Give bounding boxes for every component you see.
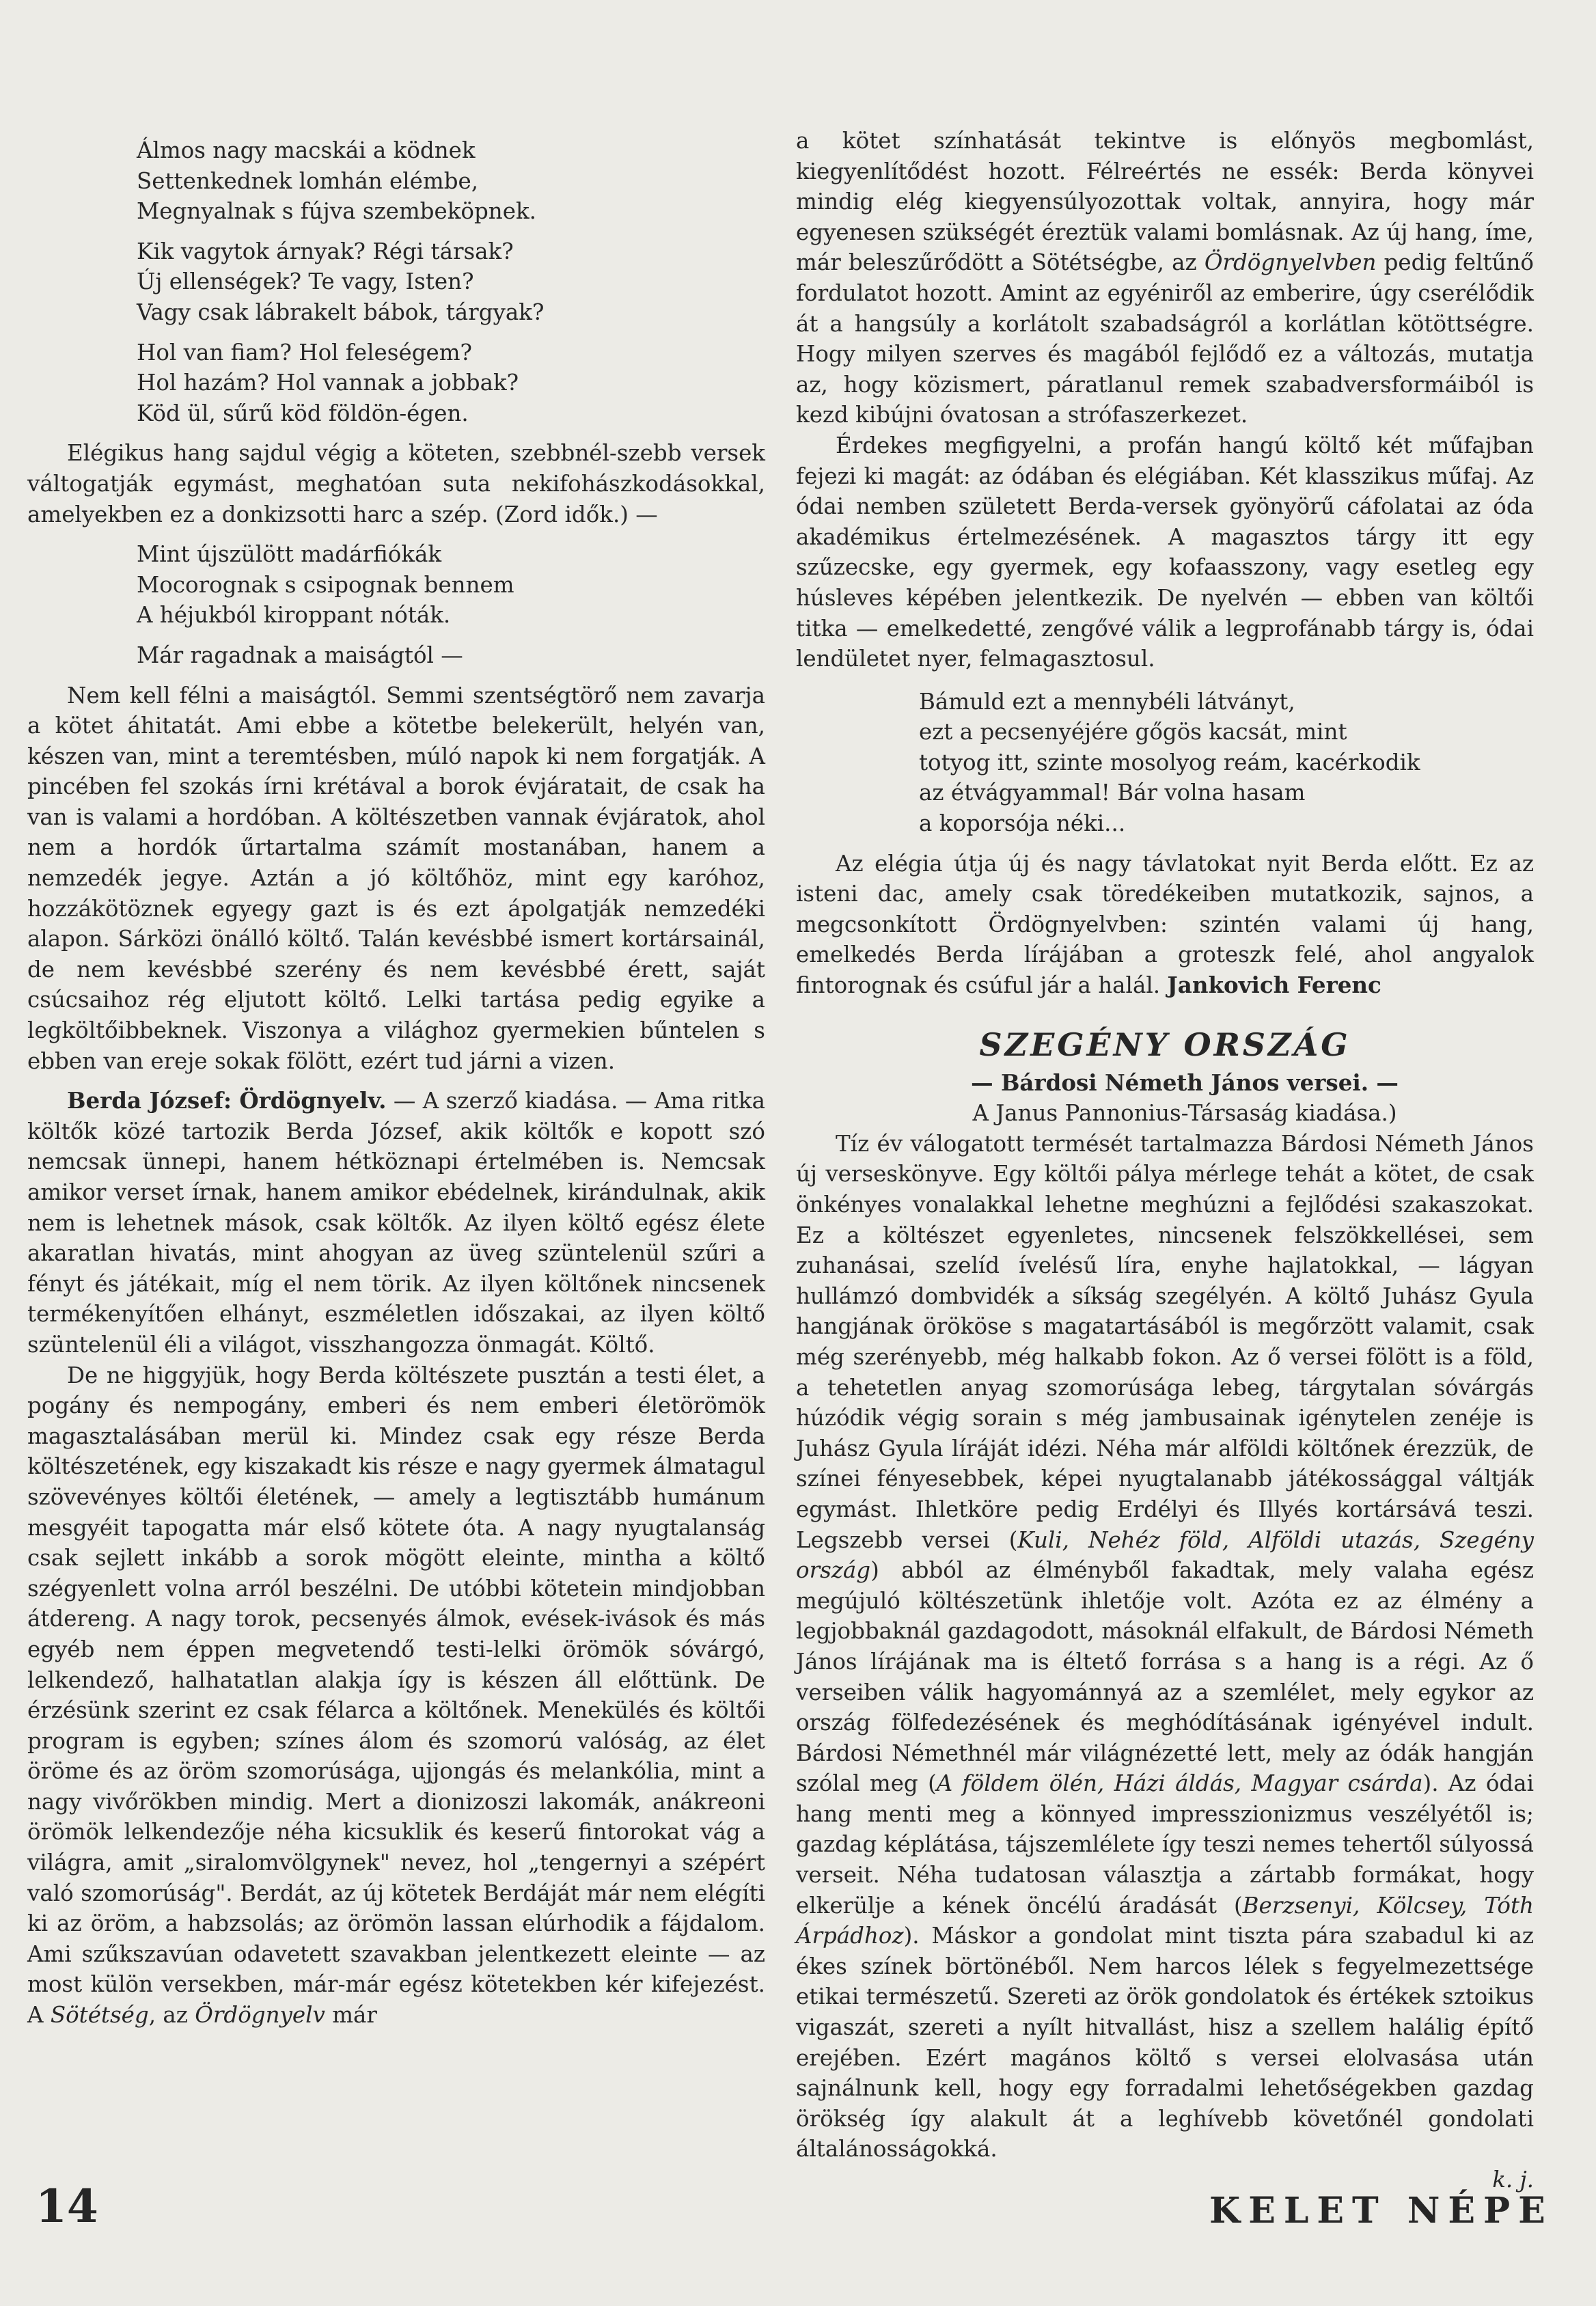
poem-titles: A földem ölén, Házi áldás, Magyar csárda [936, 1770, 1423, 1797]
poem-line: Álmos nagy macskái a ködnek [137, 137, 476, 163]
review-paragraph [27, 1086, 765, 1360]
poem-line: az étvágyammal! Bár volna hasam [919, 780, 1306, 806]
poem-line: Bámuld ezt a mennybéli látványt, [919, 688, 1295, 715]
poem-excerpt-1 [137, 135, 765, 428]
poem-excerpt-2 [137, 539, 765, 670]
review-text: — A szerző kiadása. — Ama ritka költők közé tartozik Berda József, akik költők e kopott szó nemcsak ünnepi, hanem hétköznapi értelmében is. Nemcsak amikor verset írnak, hanem amikor ebédelnek, kirándulnak, akik nem is lehetnek mások, csak költők. Az ilyen költő egész élete akaratlan hivatás, mint ahogyan az üveg szüntelenül szűri a fényt és játékait, míg el nem törik. Az ilyen költőnek nincsenek termékenyítően elhányt, eszméletlen időszakai, az ilyen költő szüntelenül éli a világot, visszhangozza önmagát. Költő. [27, 1088, 765, 1358]
poem-line: Settenkednek lomhán elémbe, [137, 167, 479, 194]
right-column [796, 126, 1534, 2195]
poem-line: Hol van fiam? Hol feleségem? [137, 339, 472, 366]
paragraph-text: pedig feltűnő fordulatot hozott. Amint az egyéniről az emberire, úgy cserélődik át a hangsúly a korlátolt szabadságról a korlátlan kötöttségre. Hogy milyen szerves és magából fejlődő ez a változás, mutatja az, hogy közismert, páratlanul remek szabadversformáiból is kezd kibújni óvatosan a strófaszerkezet. [796, 249, 1534, 428]
poem-line: Hol hazám? Hol vannak a jobbak? [137, 370, 519, 396]
paragraph: Érdekes megfigyelni, a profán hangú költő két műfajban fejezi ki magát: az ódában és elégiában. Két klasszikus műfaj. Az ódai nemben született Berda-versek gyönyörű cáfolatai az óda akadémikus értelmezésének. A magasztos tárgy itt egy szűzecske, egy gyermek, egy kofaasszony, vagy esetleg egy húsleves képében jelentkezik. De nyelvén — ebben van költői titka — emelkedetté, zengővé válik a legprofánabb tárgy is, ódai lendületet nyer, felmagasztosul. [796, 432, 1534, 672]
paragraph [796, 126, 1534, 430]
publisher-line: A Janus Pannonius-Társaság kiadása.) [972, 1100, 1397, 1127]
paragraph-text: Tíz év válogatott termését tartalmazza Bárdosi Németh János új verseskönyve. Egy költői pálya mérlege tehát a kötet, de csak önkényes vonalakkal lehetne meghúzni a fejlődési szakaszokat. Ez a költészet egyenletes, nincsenek felszökkellései, sem zuhanásai, szelíd ívelésű líra, enyhe hajlatokkal, — lágyan hullámzó dombvidék a síkság szegélyén. A költő Juhász Gyula hangjának örököse s magatartásából is megőrzött valamit, csak még szerényebb, még halkabb fokon. Az ő versei fölött is a föld, a tehetetlen anyag szomorúsága lebeg, tárgytalan sóvárgás húzódik végig sorain s még jambusainak igénytelen zenéje is Juhász Gyula líráját idézi. Néha már alföldi költőnek érezzük, de színei fényesebbek, képei nyugtalanabb játékossággal váltják egymást. Ihletköre pedig Erdélyi és Illyés kortársává teszi. Legszebb versei ( [796, 1130, 1534, 1553]
paragraph-text: már [325, 2002, 377, 2029]
paragraph [796, 1129, 1534, 2165]
paragraph: Nem kell félni a maiságtól. Semmi szentségtörő nem zavarja a kötet áhitatát. Ami ebbe a kötetbe belekerült, helyén van, készen van, mint a teremtésben, múló napok ki nem forgatják. A pincében fel szokás írni krétával a borok évjáratait, de csak ha van is valami a hordóban. A költészetben vannak évjáratok, ahol nem a hordók űrtartalma számít mostanában, hanem a nemzedék jegye. Aztán a jó költőhöz, mint egy karóhoz, hozzákötöznek egyegy gazt is és ezt ápolgatják nemzedéki alapon. Sárközi önálló költő. Talán kevésbbé ismert kortársainál, de nem kevésbbé szerény és nem kevésbbé érett, saját csúcsaihoz rég eljutott költő. Lelki tartása pedig egyike a legköltőibbeknek. Viszonya a világhoz gyermekien bűntelen s ebben van ereje sokak fölött, ezért tud járni a vizen. [27, 682, 765, 1074]
book-title: Sötétség [50, 2002, 149, 2029]
left-column [27, 126, 765, 2031]
poem-stanza [137, 640, 765, 671]
poem-line: A héjukból kiroppant nóták. [137, 602, 451, 629]
poem-line: Új ellenségek? Te vagy, Isten? [137, 269, 474, 295]
poem-line: ezt a pecsenyéjére gőgös kacsát, mint [919, 719, 1347, 745]
poem-line: a koporsója néki... [919, 810, 1126, 837]
book-title: Ördögnyelvben [1204, 249, 1377, 276]
poem-stanza [137, 236, 765, 328]
paragraph-text: a kötet színhatását tekintve is előnyös megbomlást, kiegyenlítődést hozott. Félreértés ne essék: Berda könyvei mindig elég kiegyensúlyozottak voltak, annyira, hogy már egyenesen szükségét éreztük valami bomlásnak. Az új hang, íme, már beleszűrődött a Sötétségbe, az [796, 128, 1534, 276]
poem-stanza [137, 539, 765, 631]
paragraph [27, 1360, 765, 2031]
paragraph-text: ). Az ódai hang menti meg a könnyed impresszionizmus veszélyétől is; gazdag képlátása, tájszemlélete így teszi nemes tehertől súlyossá verseit. Néha tudatosan választja a zártabb formákat, hogy elkerülje a kének öncélú áradását ( [796, 1770, 1534, 1919]
poem-line: totyog itt, szinte mosolyog reám, kacérkodik [919, 749, 1420, 775]
poem-titles: Berzsenyi, Kölcsey, Tóth Árpádhoz [796, 1892, 1534, 1949]
poem-titles: Kuli, Nehéz föld, Alföldi utazás, Szegény ország [796, 1526, 1534, 1584]
poem-stanza [137, 135, 765, 227]
author-signature: Jankovich Ferenc [1167, 972, 1381, 999]
paragraph-text: , az [148, 2002, 195, 2029]
poem-line: Mint újszülött madárfiókák [137, 541, 442, 568]
poem-line: Kik vagytok árnyak? Régi társak? [137, 238, 514, 264]
poem-line: Már ragadnak a maiságtól — [137, 642, 463, 668]
paragraph-text: De ne higgyjük, hogy Berda költészete pusztán a testi élet, a pogány és nempogány, emberi és nem emberi életörömök magasztalásában merül ki. Mindez csak egy része Berda költészetének, egy kiszakadt kis része e nagy gyermek álmatagul szövevényes költői életének, — amely a legtisztább humánum mesgyéit tapogatta már első kötete óta. A nagy nyugtalanság csak sejlett inkább a sorok mögött eleinte, mintha a költő szégyenlett volna arról beszélni. De utóbbi kötetein mindjobban átdereng. A nagy torok, pecsenyés álmok, evések-ivások és más egyéb nem éppen megvetendő testi-lelki örömök sóvárgó, lelkendező, halhatatlan alakja így is készen áll előttünk. De érzésünk szerint ez csak félarca a költőnek. Menekülés és költői program is egyben; színes álom és szomorú valóság, az élet öröme és az öröm szomorúsága, ujjongás és melankólia, mint a nagy vivőrökben mindig. Mert a dionizoszi lakomák, anákreoni örömök lelkendezője néha kicsuklik és keserű fintorokat vág a világra, amit „siralomvölgynek" nevez, hol „tengernyi a szépért való szomorúság". Berdát, az új kötetek Berdáját már nem elégíti ki az öröm, a habzsolás; az örömön lassan elúrhodik a fájdalom. Ami szűkszavúan odavetett szavakban jelentkezett eleinte — az most külön versekben, már-már egész kötetekben kér kifejezést. A [27, 1362, 765, 2029]
article-subtitle: — Bárdosi Németh János versei. — [971, 1069, 1399, 1096]
poem-line: Mocorognak s csipognak bennem [137, 571, 514, 598]
paragraph-text: ). Máskor a gondolat mint tiszta pára szabadul ki az ékes színek börtönéből. Nem harcos lélek s fegyelmezettsége etikai természetű. Szereti az örök gondolatok és értékek sztoikus vigaszát, szereti a nyílt hitvallást, hisz a szellem halálig építő erejében. Ezért magános költő s versei elolvasása után sajnálnunk kell, hogy egy forradalmi lehetőségekben gazdag örökség így alakult át a leghívebb követőnél gondolati általánosságokká. [796, 1923, 1534, 2163]
paragraph [796, 849, 1534, 1001]
paragraph-text: ) abból az élményből fakadtak, mely valaha egész megújuló költészetünk ihletője volt. Azóta ez az élmény a legjobbaknál gazdagodott, másoknál elfakult, de Bárdosi Németh János lírájának ma is éltető forrása s a hang is a régi. Az ő verseiben válik hagyománnyá az a szemlélet, mely egykor az ország fölfedezésének és meghódításának igényével indult. Bárdosi Némethnél már világnézetté lett, mely az ódák hangján szólal meg ( [796, 1557, 1534, 1797]
review-heading: Berda József: Ördögnyelv. [67, 1087, 387, 1114]
author-initials: k. j. [1492, 2167, 1534, 2193]
poem-line: Köd ül, sűrű köd földön-égen. [137, 400, 469, 426]
book-title: Ördögnyelv [195, 2002, 325, 2029]
poem-stanza [137, 338, 765, 429]
poem-line: Megnyalnak s fújva szembeköpnek. [137, 198, 536, 225]
paragraph: Elégikus hang sajdul végig a köteten, szebbnél-szebb versek váltogatják egymást, meghatóan suta nekifohászkodásokkal, amelyekben ez a donkizsotti harc a szép. (Zord idők.) — [27, 440, 765, 527]
article-title: SZEGÉNY ORSZÁG [979, 1026, 1351, 1063]
paragraph-text: Az elégia útja új és nagy távlatokat nyit Berda előtt. Ez az isteni dac, amely csak töredékeiben mutatkozik, sajnos, a megcsonkított Ördögnyelvben: szintén valami új hang, emelkedés Berda lírájában a groteszk felé, ahol angyalok fintorognak és csúful jár a halál. [796, 850, 1534, 999]
journal-name: KELET NÉPE [1209, 2190, 1554, 2232]
poem-line: Vagy csak lábrakelt bábok, tárgyak? [137, 299, 545, 325]
page-number: 14 [36, 2180, 98, 2233]
poem-excerpt-3 [919, 687, 1534, 839]
